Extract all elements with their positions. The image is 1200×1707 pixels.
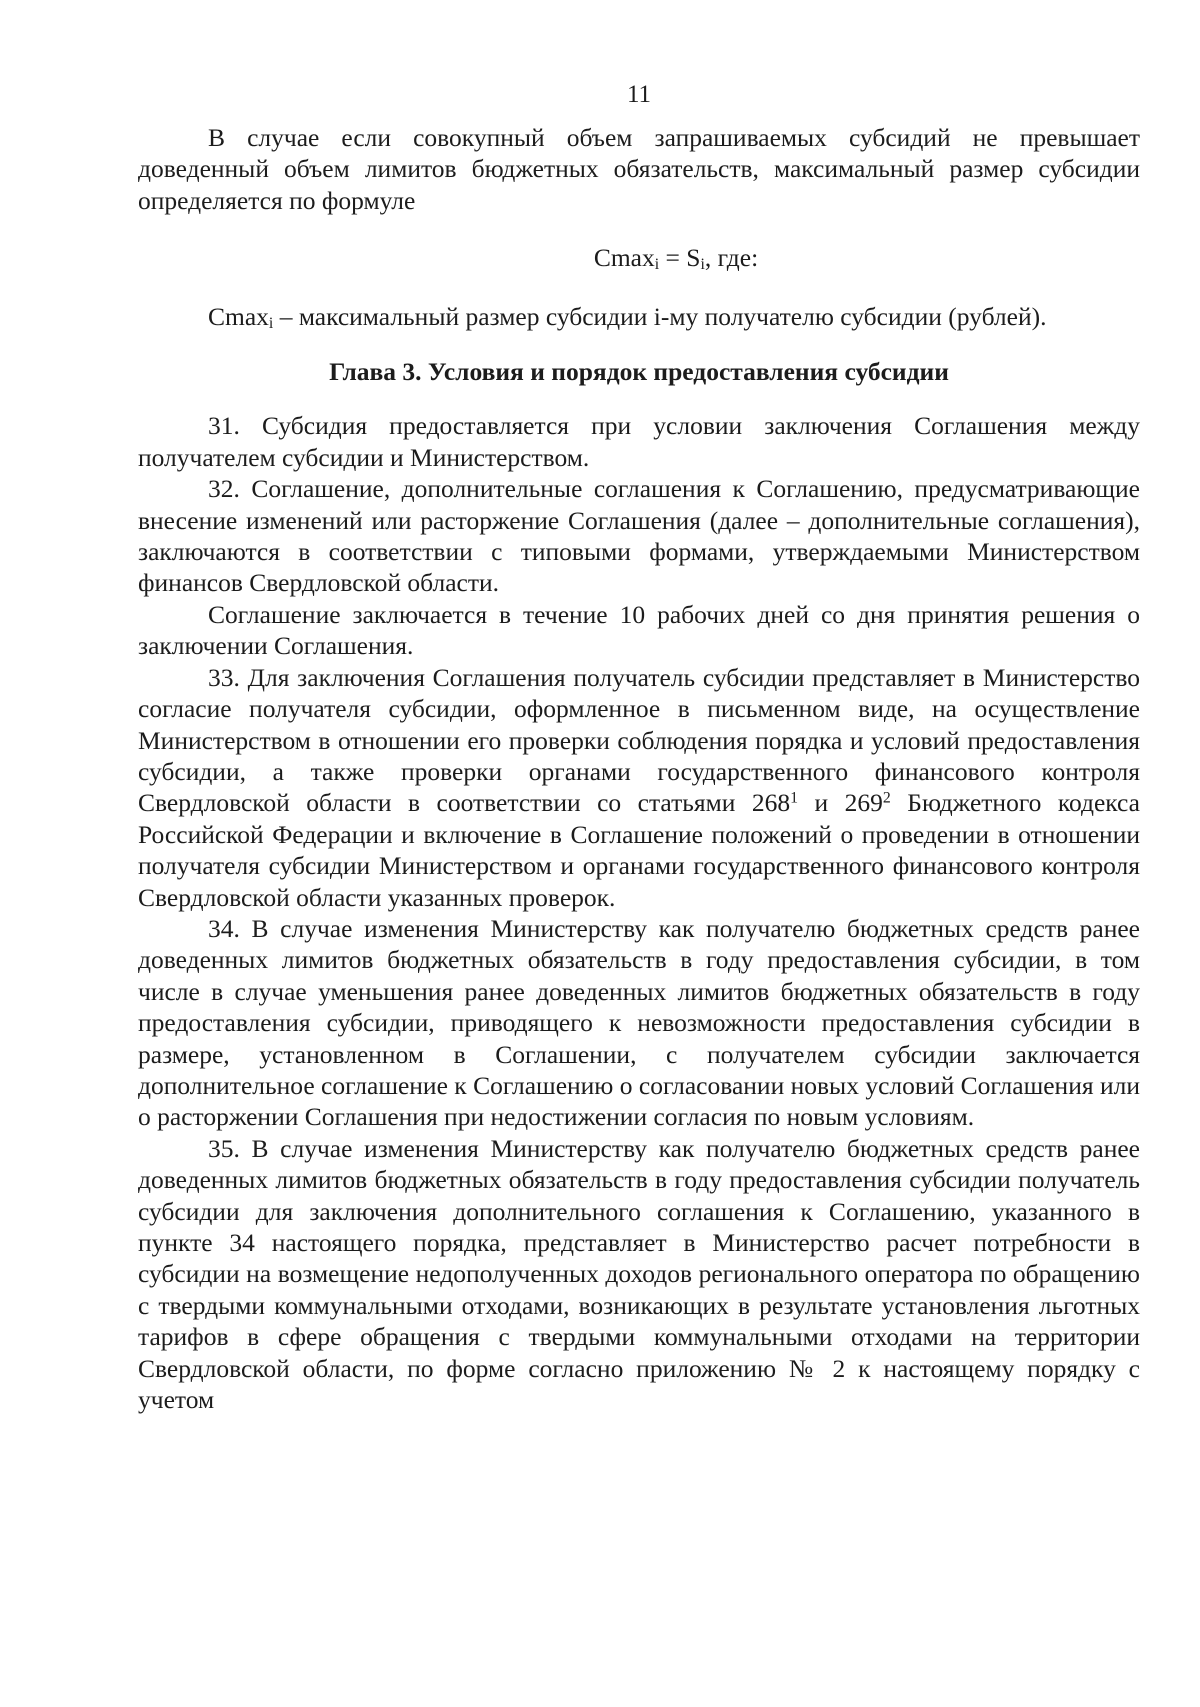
- paragraph-35: 35. В случае изменения Министерству как получателю бюджетных средств ранее доведенных лимитов бюджетных обязательств в году предоставления субсидии получатель субсидии для заключения дополнительного соглашения к Соглашению, указанного в пункте 34 настоящего порядка, представляет в Министерство расчет потребности в субсидии на возмещение недополученных доходов регионального оператора по обращению с твердыми коммунальными отходами, возникающих в результате установления льготных тарифов в сфере обращения с твердыми коммунальными отходами на территории Свердловской области, по форме согласно приложению № 2 к настоящему порядку с учетом: [138, 1133, 1140, 1415]
- formula-definition: [138, 301, 1140, 332]
- paragraph-32-continuation: Соглашение заключается в течение 10 рабочих дней со дня принятия решения о заключении Соглашения.: [138, 599, 1140, 661]
- definition-term: Cmax: [208, 301, 269, 331]
- paragraph-33-text-3: Бюджетного кодекса Российской Федерации и включение в Соглашение положений о проведении в отношении получателя субсидии Министерством и органами государственного финансового контроля Свердловской области указанных проверок.: [138, 788, 1140, 912]
- formula-rhs: S: [686, 243, 701, 273]
- paragraph-31: 31. Субсидия предоставляется при условии заключения Соглашения между получателем субсидии и Министерством.: [138, 411, 1140, 472]
- paragraph-32: 32. Соглашение, дополнительные соглашения к Соглашению, предусматривающие внесение изменений или расторжение Соглашения (далее – дополнительные соглашения), заключаются в соответствии с типовыми формами, утверждаемыми Министерством финансов Свердловской области.: [138, 474, 1140, 598]
- formula-rhs-subscript: i: [700, 256, 705, 274]
- formula-equals: =: [659, 243, 687, 273]
- page-number: 11: [626, 81, 652, 108]
- definition-term-subscript: i: [268, 314, 274, 332]
- paragraph-33: [138, 662, 1140, 913]
- document-page: [138, 80, 1140, 1415]
- intro-paragraph: В случае если совокупный объем запрашиваемых субсидий не превышает доведенный объем лимитов бюджетных обязательств, максимальный размер субсидии определяется по формуле: [138, 123, 1140, 215]
- formula-tail: , где:: [704, 243, 759, 273]
- formula: [138, 242, 1140, 273]
- paragraph-33-superscript-2: 2: [882, 789, 891, 807]
- paragraph-33-superscript-1: 1: [790, 789, 799, 807]
- paragraph-33-text-1: 33. Для заключения Соглашения получатель субсидии представляет в Министерство согласие получателя субсидии, оформленное в письменном виде, на осуществление Министерством в отношении его проверки соблюдения порядка и условий предоставления субсидии, а также проверки органами государственного финансового контроля Свердловской области в соответствии со статьями 268: [138, 662, 1140, 818]
- formula-lhs: Cmax: [593, 243, 655, 273]
- formula-lhs-subscript: i: [654, 256, 660, 274]
- paragraph-33-text-2: и 269: [798, 788, 883, 818]
- chapter-title: Глава 3. Условия и порядок предоставления субсидии: [329, 357, 949, 387]
- paragraph-34: 34. В случае изменения Министерству как получателю бюджетных средств ранее доведенных лимитов бюджетных обязательств в году предоставления субсидии, в том числе в случае уменьшения ранее доведенных лимитов бюджетных обязательств в году предоставления субсидии, приводящего к невозможности предоставления субсидии в размере, установленном в Соглашении, с получателем субсидии заключается дополнительное соглашение к Соглашению о согласовании новых условий Соглашения или о расторжении Соглашения при недостижении согласия по новым условиям.: [138, 913, 1140, 1132]
- definition-text: – максимальный размер субсидии i-му получателю субсидии (рублей).: [273, 301, 1047, 331]
